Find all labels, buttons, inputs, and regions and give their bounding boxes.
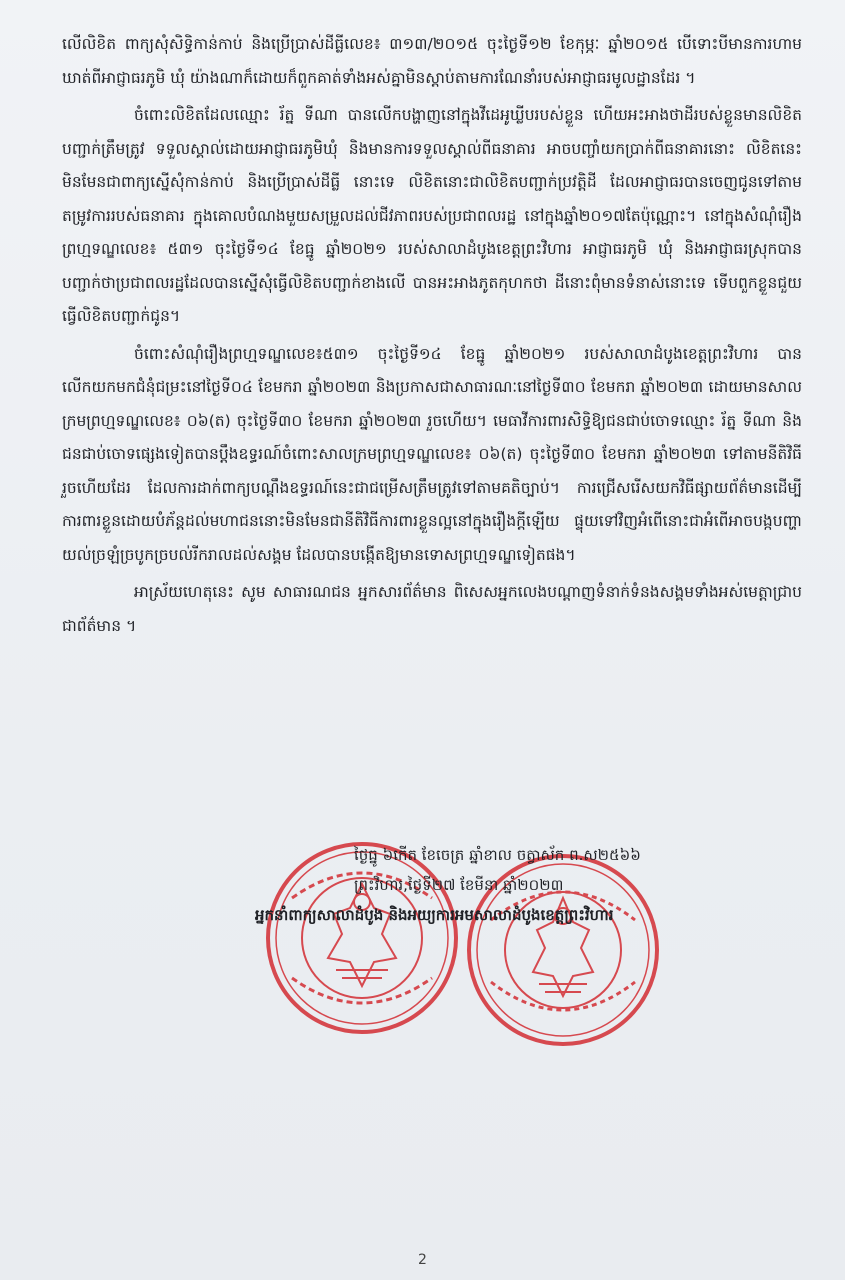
document-body [62,28,802,647]
page-number: 2 [418,1252,427,1268]
closing-block [255,840,820,930]
signatory-title: អ្នកនាំពាក្យសាលាដំបូង និងអយ្យការអមសាលាដំបូងខេត្តព្រះវិហារ [255,906,614,924]
paragraph-4: អាស្រ័យហេតុនេះ សូម សាធារណជន អ្នកសារព័ត៌មាន ពិសេសអ្នកលេងបណ្ដាញទំនាក់ទំនងសង្គមទាំងអស់មេត្តាជ្រាបជាព័ត៌មាន ។ [62,583,802,635]
paragraph-2: ចំពោះលិខិតដែលឈ្មោះ រ័ត្ន ទីណា បានលើកបង្ហាញនៅក្នុងវីដេអូឃ្លីបរបស់ខ្លួន ហើយអះអាងថាដីរបស់ខ្លួនមានលិខិតបញ្ជាក់ត្រឹមត្រូវ ទទួលស្គាល់ដោយអាជ្ញាធរភូមិឃុំ និងមានការទទួលស្គាល់ពីធនាគារ អាចបញ្ចាំយកប្រាក់ពីធនាគារនោះ លិខិតនេះមិនមែនជាពាក្យស្នើសុំកាន់កាប់ និងប្រើប្រាស់ដីធ្លី នោះទេ លិខិតនោះជាលិខិតបញ្ជាក់ប្រវត្តិដី ដែលអាជ្ញាធរបានចេញជូនទៅតាមតម្រូវការរបស់ធនាគារ ក្នុងគោលបំណងមួយសម្រួលដល់ជីវភាពរបស់ប្រជាពលរដ្ឋ នៅក្នុងឆ្នាំ២០១៧តែប៉ុណ្ណោះ។ នៅក្នុងសំណុំរឿងព្រហ្មទណ្ឌលេខ៖ ៥៣១ ចុះថ្ងៃទី១៤ ខែធ្នូ ឆ្នាំ២០២១ របស់សាលាដំបូងខេត្តព្រះវិហារ អាជ្ញាធរភូមិ ឃុំ និងអាជ្ញាធរស្រុកបានបញ្ជាក់ថាប្រជាពលរដ្ឋដែលបានស្នើសុំធ្វើលិខិតបញ្ជាក់ខាងលើ បានអះអាងភូតកុហកថា ដីនោះពុំមានទំនាស់នោះទេ ទើបពួកខ្លួនជួយធ្វើលិខិតបញ្ជាក់ជូន។ [62,106,802,325]
paragraph-1: លើលិខិត ពាក្យសុំសិទ្ធិកាន់កាប់ និងប្រើប្រាស់ដីធ្លីលេខ៖ ៣១៣/២០១៥ ចុះថ្ងៃទី១២ ខែកុម្ភៈ ឆ្នាំ២០១៥ បើទោះបីមានការហាមឃាត់ពីអាជ្ញាធរភូមិ ឃុំ យ៉ាងណាក៏ដោយក៏ពួកគាត់ទាំងអស់គ្នាមិនស្ដាប់តាមការណែនាំរបស់អាជ្ញាធរមូលដ្ឋានដែរ ។ [62,35,802,87]
place-date: ព្រះវិហារ,ថ្ងៃទី២៧ ខែមីនា ឆ្នាំ២០២៣ [354,876,564,894]
paragraph-3: ចំពោះសំណុំរឿងព្រហ្មទណ្ឌលេខ៖៥៣១ ចុះថ្ងៃទី១៤ ខែធ្នូ ឆ្នាំ២០២១ របស់សាលាដំបូងខេត្តព្រះវិហារ បានលើកយកមកជំនុំជម្រះនៅថ្ងៃទី០៤ ខែមករា ឆ្នាំ២០២៣ និងប្រកាសជាសាធារណៈនៅថ្ងៃទី៣០ ខែមករា ឆ្នាំ២០២៣ ដោយមានសាលក្រមព្រហ្មទណ្ឌលេខ៖ ០៦(ត) ចុះថ្ងៃទី៣០ ខែមករា ឆ្នាំ២០២៣ រួចហើយ។ មេធាវីការពារសិទ្ធិឱ្យជនជាប់ចោទឈ្មោះ រ័ត្ន ទីណា និងជនជាប់ចោទផ្សេងទៀតបានប្ដឹងឧទ្ធរណ៍ចំពោះសាលក្រមព្រហ្មទណ្ឌលេខ៖ ០៦(ត) ចុះថ្ងៃទី៣០ ខែមករា ឆ្នាំ២០២៣ ទៅតាមនីតិវិធីរួចហើយដែរ ដែលការដាក់ពាក្យបណ្ដឹងឧទ្ធរណ៍នេះជាជម្រើសត្រឹមត្រូវទៅតាមគតិច្បាប់។ ការជ្រើសរើសយកវិធីផ្សាយព័ត៌មានដើម្បីការពារខ្លួនដោយបំភ័ន្តដល់មហាជននោះមិនមែនជានីតិវិធីការពារខ្លួនល្អនៅក្នុងរឿងក្ដីឡើយ ផ្ទុយទៅវិញអំពើនោះជាអំពើអាចបង្កបញ្ហាយល់ច្រឡំច្របូកច្របល់រីករាលដល់សង្គម ដែលបានបង្កើតឱ្យមានទោសព្រហ្មទណ្ឌទៀតផង។ [62,344,802,564]
lunar-date: ថ្ងៃធ្នូ ៦កើត ខែចេត្រ ឆ្នាំខាល ចត្វាស័ក ព.ស២៥៦៦ [354,846,641,864]
